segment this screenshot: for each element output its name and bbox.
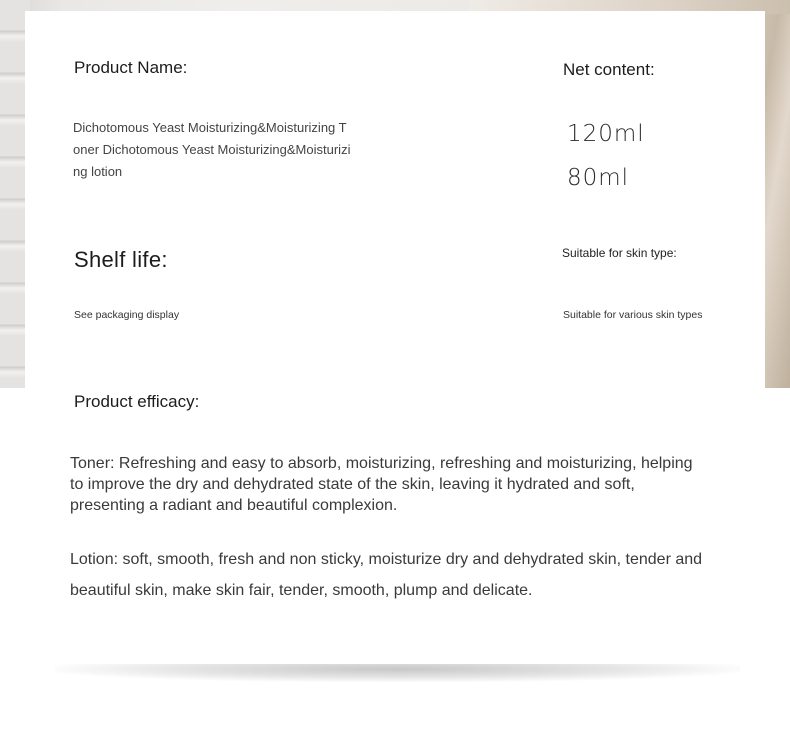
shelf-life-label: Shelf life:	[74, 247, 168, 272]
skin-type-value: Suitable for various skin types	[563, 309, 703, 321]
net-content-label: Net content:	[563, 60, 655, 79]
skin-type-label: Suitable for skin type:	[562, 246, 677, 260]
efficacy-lotion-text: Lotion: soft, smooth, fresh and non sticky, moisturize dry and dehydrated skin, tender and beautiful skin, make skin fair, tender, smooth, plump and delicate.	[70, 551, 703, 599]
efficacy-label: Product efficacy:	[74, 392, 200, 411]
net-content-value-toner: 120ml	[567, 121, 645, 147]
shelf-life-value: See packaging display	[74, 309, 180, 321]
efficacy-toner-text: Toner: Refreshing and easy to absorb, moisturizing, refreshing and moisturizing, helping to improve the dry and dehydrated state of the skin, leaving it hydrated and soft, presenting a radiant and beautiful complexion.	[70, 455, 693, 514]
product-name-value: Dichotomous Yeast Moisturizing&Moisturizing Toner Dichotomous Yeast Moisturizing&Moisturizing lotion	[73, 120, 351, 179]
product-name-label: Product Name:	[74, 58, 188, 77]
net-content-value-lotion: 80ml	[567, 165, 630, 191]
